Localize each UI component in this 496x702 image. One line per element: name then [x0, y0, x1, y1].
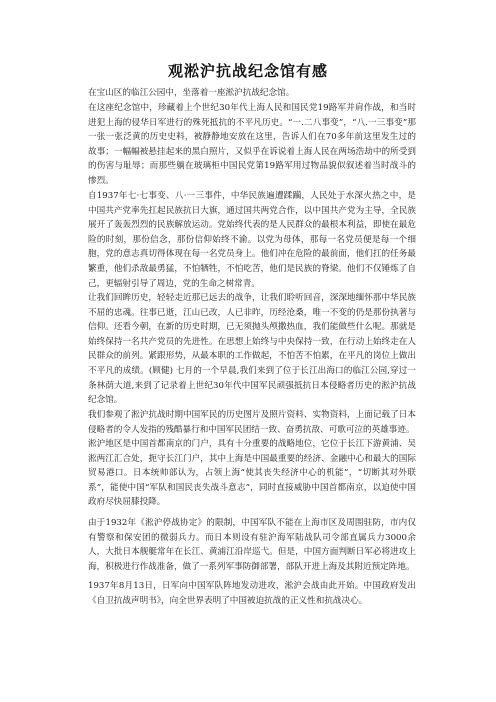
paragraph-truce-agreement: 由于1932年《淞沪停战协定》的限制，中国军队不能在上海市区及周围驻防，市内仅有警察和保安团的微弱兵力。而日本则设有驻沪海军陆战队司令部直属兵力3000余人，大批日本舰艇常年在长江、黄浦江沿岸巡弋。但是，中国方面判断日军必将进攻上海，积极进行作战准备，做了一系列军事防御部署，部队开进上海及其附近预定阵地。	[88, 518, 416, 572]
paragraph-reflection: 让我们回眸历史，轻轻走近那已远去的战争，让我们聆听回音，深深地缅怀那中华民族不屈的忠魂。往事已逝，江山已改，人已非昨，历经沧桑，唯一不变的仍是那份执著与信仰。还看今朝，在新的历史时期，已无须抛头颅撒热血，我们能做些什么呢。那就是始终保持一名共产党员的先进性。在思想上始终与中央保持一致，在行动上始终走在人民群众的前列。紧跟形势，从最本职的工作做起，不怕苦不怕累，在平凡的岗位上做出不平凡的成绩。(顾健) 七月的一个早晨,我们来到了位于长江出海口的临江公园,穿过一条林荫大道,来到了记录着上世纪30年代中国军民顽强抵抗日本侵略者历史的淞沪抗战纪念馆。	[88, 293, 416, 406]
document-title: 观淞沪抗战纪念馆有感	[167, 62, 328, 80]
paragraph-strategic-location: 淞沪地区是中国首都南京的门户，具有十分重要的战略地位，它位于长江下游黄浦、吴淞两江汇合处，扼守长江门户，其中上海是中国最重要的经济、金融中心和最大的国际贸易港口。日本统帅部认为，占领上海“使其丧失经济中心的机能”，“切断其对外联系”，能使中国“军队和国民丧失战斗意志”，同时直接威胁中国首都南京，以迫使中国政府尽快屈膝投降。	[88, 439, 416, 508]
paragraph-museum-collection: 在这座纪念馆中，珍藏着上个世纪30年代上海人民和国民党19路军并肩作战，和当时进犯上海的侵华日军进行的殊死抵抗的不平凡历史。“一.二八事变”，“八.一三事变”那一张一张泛黄的历史史料，被静静地安放在这里，告诉人们在70多年前这里发生过的故事；一幅幅被悬挂起来的黑白照片，又似乎在诉说着上海人民在两场浩劫中的所受到的伤害与耻辱；而那些躺在玻璃柜中国民党第19路军用过物品貌似叙述着当时战斗的惨烈。	[88, 103, 416, 186]
paragraph-battle-start: 1937年8月13日，日军向中国军队阵地发动进攻，淞沪会战由此开始。中国政府发出《自卫抗战声明书》，向全世界表明了中国被迫抗战的正义性和抗战决心。	[88, 581, 416, 606]
paragraph-party-history: 自1937年七·七事变、八·一三事件，中华民族遍遭蹂躏，人民处于水深火热之中，是中国共产党率先扛起民族抗日大旗，通过国共两党合作，以中国共产党为主导，全民族展开了轰轰烈烈的民族解放运动。党始终代表的是人民群众的最根本利益，即使在最危险的时刻，那份信念，那份信仰始终不渝。以党为母体，那每一名党员便是每一个细胞，党的意志真切得体现在每一名党员身上。他们冲在危险的最前面，他们扛的任务最繁重，他们杀敌最勇猛，不怕牺牲，不怕吃苦，他们是民族的脊梁。他们不仅锤炼了自己，更辐射引导了周边，党的生命之树常青。	[88, 191, 416, 289]
paragraph-intro: 在宝山区的临江公园中，坐落着一座淞沪抗战纪念馆。	[88, 88, 295, 98]
paragraph-visit: 我们参观了淞沪抗战时期中国军民的历史图片及照片资料、实物资料，上面记载了日本侵略者的令人发指的残酷暴行和中国军民团结一致、奋勇抗敌、可歌可泣的英雄事迹。	[88, 410, 416, 435]
